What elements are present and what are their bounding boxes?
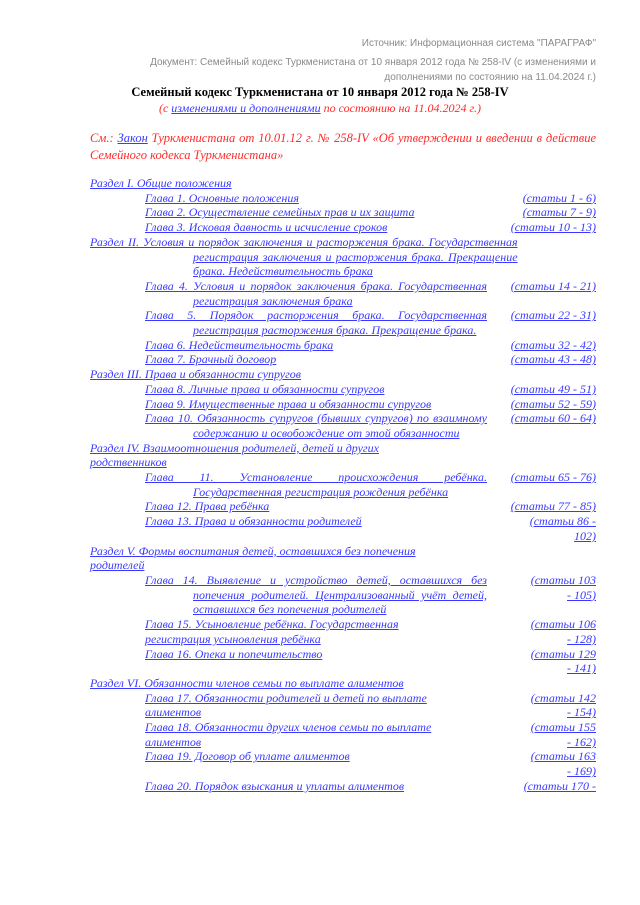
- toc-articles-cell: [500, 367, 596, 382]
- see-also-note: [90, 130, 596, 164]
- toc-title-cell: [90, 544, 435, 573]
- toc-section-row: [90, 367, 596, 382]
- toc-chapter-row: [90, 499, 596, 514]
- section-link[interactable]: Раздел VI. Обязанности членов семьи по выплате алиментов: [90, 675, 404, 690]
- toc-title-cell: [90, 411, 487, 440]
- toc-chapter-row: [90, 647, 596, 676]
- toc-articles-cell: [500, 544, 596, 573]
- articles-link[interactable]: (статьи 142 - 154): [530, 690, 596, 720]
- toc-articles-cell: [500, 338, 596, 353]
- toc-chapter-row: [90, 514, 596, 543]
- amendments-link[interactable]: изменениями и дополнениями: [171, 101, 321, 115]
- toc-articles-cell: [500, 205, 596, 220]
- document-line: Документ: Семейный кодекс Туркменистана от 10 января 2012 года № 258-IV (с изменениями и дополнениями по состоянию на 11.04.2024 г.): [150, 57, 596, 83]
- toc-articles-cell: [500, 352, 596, 367]
- see-suffix: Туркменистана от 10.01.12 г. № 258-IV «Об утверждении и введении в действие Семейного кодекса Туркменистана»: [90, 131, 596, 162]
- toc-articles-cell: [500, 749, 596, 778]
- chapter-link[interactable]: Глава 3. Исковая давность и исчисление сроков: [145, 220, 388, 235]
- section-link[interactable]: Раздел IV. Взаимоотношения родителей, детей и других родственников: [90, 440, 379, 470]
- section-link[interactable]: Раздел III. Права и обязанности супругов: [90, 367, 302, 382]
- articles-link[interactable]: (статьи 43 - 48): [510, 352, 596, 367]
- toc-title-cell: [90, 441, 435, 470]
- toc-chapter-row: [90, 279, 596, 308]
- toc-title-cell: [90, 514, 487, 543]
- toc-articles-cell: [500, 676, 596, 691]
- subtitle-suffix: по состоянию на 11.04.2024 г.): [320, 101, 482, 115]
- toc-articles-cell: [500, 617, 596, 646]
- toc-section-row: [90, 176, 596, 191]
- articles-link[interactable]: (статьи 65 - 76): [510, 470, 596, 485]
- toc-title-cell: [90, 779, 487, 794]
- toc-section-row: [90, 544, 596, 573]
- chapter-link[interactable]: Глава 15. Усыновление ребёнка. Государственная регистрация усыновления ребёнка: [145, 617, 399, 646]
- section-link[interactable]: Раздел II. Условия и порядок заключения и расторжения брака. Государственная регистрация заключения и расторжения брака. Прекращение брака. Недействительность брака: [90, 234, 518, 279]
- articles-link[interactable]: (статьи 129 - 141): [530, 646, 596, 676]
- articles-link[interactable]: (статьи 106 - 128): [530, 617, 596, 646]
- articles-link[interactable]: (статьи 163 - 169): [530, 749, 596, 779]
- subtitle-prefix: (с: [158, 101, 172, 115]
- chapter-link[interactable]: Глава 10. Обязанность супругов (бывших супругов) по взаимному содержанию и освобождение от этой обязанности: [145, 411, 487, 440]
- document-subtitle: [0, 101, 640, 116]
- articles-link[interactable]: (статьи 155 - 162): [530, 720, 596, 749]
- toc-title-cell: [90, 352, 487, 367]
- toc-chapter-row: [90, 691, 596, 720]
- articles-link[interactable]: (статьи 60 - 64): [510, 411, 596, 426]
- articles-link[interactable]: (статьи 1 - 6): [522, 190, 596, 205]
- toc-chapter-row: [90, 749, 596, 778]
- chapter-link[interactable]: Глава 18. Обязанности других членов семьи по выплате алиментов: [145, 720, 432, 749]
- toc-chapter-row: [90, 338, 596, 353]
- chapter-link[interactable]: Глава 6. Недействительность брака: [145, 337, 334, 352]
- toc-title-cell: [90, 691, 487, 720]
- toc-articles-cell: [500, 191, 596, 206]
- source-line: Источник: Информационная система "ПАРАГРАФ": [361, 38, 596, 49]
- toc-chapter-row: [90, 352, 596, 367]
- chapter-link[interactable]: Глава 11. Установление происхождения ребёнка. Государственная регистрация рождения ребёнка: [145, 470, 487, 499]
- toc-chapter-row: [90, 720, 596, 749]
- toc-articles-cell: [500, 279, 596, 308]
- toc-section-row: [90, 441, 596, 470]
- toc-chapter-row: [90, 470, 596, 499]
- toc-chapter-row: [90, 191, 596, 206]
- toc-section-row: [90, 235, 596, 279]
- chapter-link[interactable]: Глава 7. Брачный договор: [145, 352, 277, 367]
- articles-link[interactable]: (статьи 14 - 21): [510, 278, 596, 293]
- toc-articles-cell: [500, 499, 596, 514]
- toc-articles-cell: [500, 220, 596, 235]
- chapter-link[interactable]: Глава 12. Права ребёнка: [145, 499, 270, 514]
- toc-title-cell: [90, 176, 487, 191]
- toc-title-cell: [90, 205, 487, 220]
- toc-chapter-row: [90, 617, 596, 646]
- toc-chapter-row: [90, 382, 596, 397]
- toc-title-cell: [90, 749, 487, 778]
- toc-title-cell: [90, 676, 487, 691]
- toc-articles-cell: [500, 514, 596, 543]
- toc-title-cell: [90, 220, 487, 235]
- toc-title-cell: [90, 573, 487, 617]
- toc-title-cell: [90, 617, 487, 646]
- toc-title-cell: [90, 367, 487, 382]
- articles-link[interactable]: (статьи 52 - 59): [510, 396, 596, 411]
- toc-articles-cell: [500, 720, 596, 749]
- table-of-contents: [90, 176, 596, 794]
- articles-link[interactable]: (статьи 86 - 102): [529, 514, 596, 543]
- section-link[interactable]: Раздел I. Общие положения: [90, 176, 232, 190]
- toc-title-cell: [90, 499, 487, 514]
- law-link[interactable]: Закон: [117, 131, 148, 145]
- chapter-link[interactable]: Глава 5. Порядок расторжения брака. Государственная регистрация расторжения брака. Прекращение брака.: [145, 308, 487, 338]
- toc-articles-cell: [500, 573, 596, 617]
- chapter-link[interactable]: Глава 19. Договор об уплате алиментов: [145, 749, 350, 764]
- chapter-link[interactable]: Глава 17. Обязанности родителей и детей по выплате алиментов: [145, 690, 427, 720]
- chapter-link[interactable]: Глава 13. Права и обязанности родителей: [145, 514, 362, 529]
- articles-link[interactable]: (статьи 10 - 13): [510, 220, 596, 235]
- chapter-link[interactable]: Глава 2. Осуществление семейных прав и их защита: [145, 205, 415, 220]
- articles-link[interactable]: (статьи 77 - 85): [510, 499, 596, 514]
- section-link[interactable]: Раздел V. Формы воспитания детей, оставшихся без попечения родителей: [90, 543, 416, 573]
- toc-chapter-row: [90, 573, 596, 617]
- chapter-link[interactable]: Глава 9. Имущественные права и обязанности супругов: [145, 396, 432, 411]
- articles-link[interactable]: (статьи 49 - 51): [510, 381, 596, 396]
- toc-title-cell: [90, 720, 487, 749]
- toc-articles-cell: [500, 176, 596, 191]
- toc-articles-cell: [500, 441, 596, 470]
- articles-link[interactable]: (статьи 103 - 105): [530, 572, 596, 602]
- toc-articles-cell: [500, 382, 596, 397]
- toc-title-cell: [90, 470, 487, 499]
- chapter-link[interactable]: Глава 4. Условия и порядок заключения брака. Государственная регистрация заключения брака: [145, 278, 487, 308]
- toc-title-cell: [90, 647, 487, 676]
- chapter-link[interactable]: Глава 1. Основные положения: [145, 190, 299, 205]
- toc-section-row: [90, 676, 596, 691]
- toc-title-cell: [90, 338, 487, 353]
- toc-chapter-row: [90, 411, 596, 440]
- chapter-link[interactable]: Глава 20. Порядок взыскания и уплаты алиментов: [145, 778, 405, 793]
- toc-articles-cell: [500, 411, 596, 440]
- document-title: Семейный кодекс Туркменистана от 10 января 2012 года № 258-IV: [131, 85, 509, 99]
- see-prefix: См.:: [90, 131, 118, 145]
- toc-articles-cell: [500, 647, 596, 676]
- toc-articles-cell: [500, 779, 596, 794]
- toc-title-cell: [90, 235, 518, 279]
- toc-chapter-row: [90, 779, 596, 794]
- toc-title-cell: [90, 382, 487, 397]
- toc-articles-cell: [500, 470, 596, 499]
- articles-link[interactable]: (статьи 7 - 9): [522, 205, 596, 220]
- chapter-link[interactable]: Глава 14. Выявление и устройство детей, оставшихся без попечения родителей. Централизованный учёт детей, оставшихся без попечения родителей: [145, 572, 487, 617]
- toc-chapter-row: [90, 205, 596, 220]
- toc-chapter-row: [90, 220, 596, 235]
- chapter-link[interactable]: Глава 8. Личные права и обязанности супругов: [145, 381, 385, 396]
- articles-link[interactable]: (статьи 170 -: [523, 778, 596, 793]
- toc-title-cell: [90, 397, 487, 412]
- articles-link[interactable]: (статьи 22 - 31): [510, 308, 596, 323]
- toc-articles-cell: [500, 397, 596, 412]
- toc-title-cell: [90, 191, 487, 206]
- toc-articles-cell: [518, 235, 596, 279]
- toc-title-cell: [90, 308, 487, 337]
- articles-link[interactable]: (статьи 32 - 42): [510, 337, 596, 352]
- chapter-link[interactable]: Глава 16. Опека и попечительство: [145, 646, 323, 661]
- toc-chapter-row: [90, 308, 596, 337]
- toc-articles-cell: [500, 691, 596, 720]
- toc-chapter-row: [90, 397, 596, 412]
- toc-articles-cell: [500, 308, 596, 337]
- toc-title-cell: [90, 279, 487, 308]
